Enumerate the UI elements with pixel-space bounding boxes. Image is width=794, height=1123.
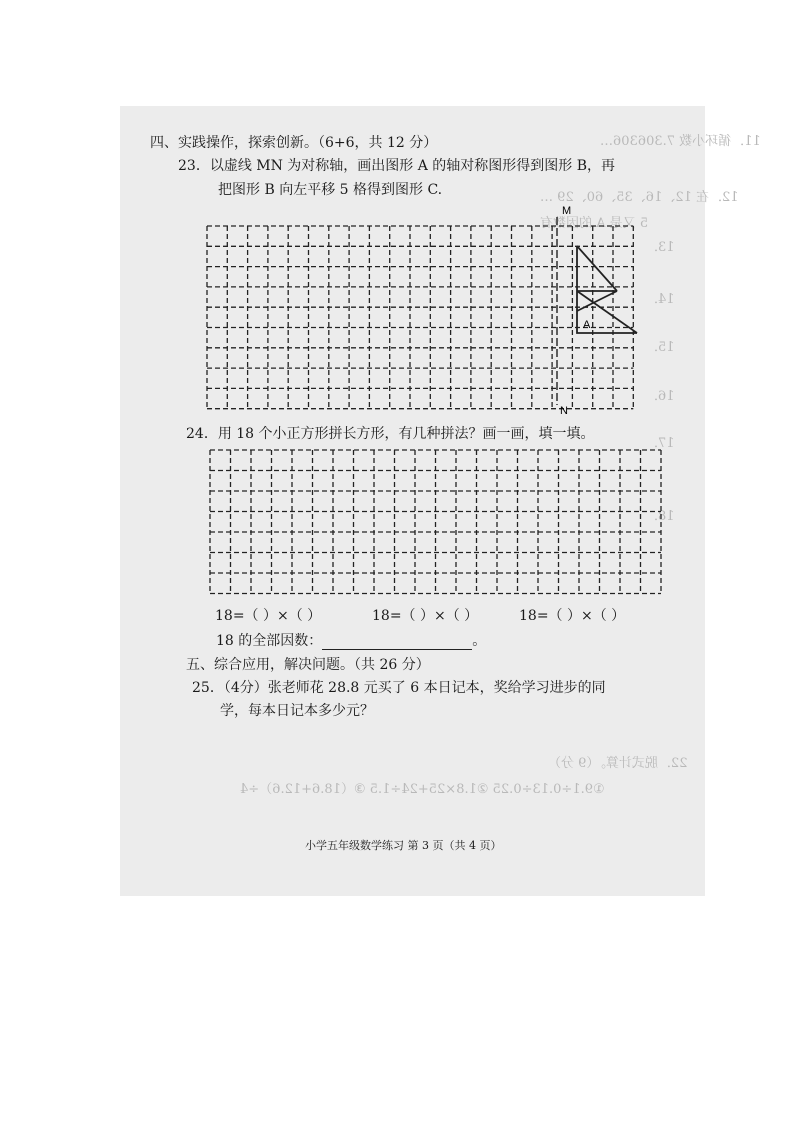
bleed-text: 5 又是 A 的因数有 bbox=[540, 216, 649, 231]
bleed-text: 14． bbox=[645, 292, 675, 307]
q23-line-1: 23．以虚线 MN 为对称轴，画出图形 A 的轴对称图形得到图形 B，再 bbox=[178, 158, 616, 174]
bleed-text: 16． bbox=[645, 389, 675, 404]
label-a: A bbox=[583, 319, 591, 331]
bleed-text: 22．脱式计算。（9 分） bbox=[548, 756, 688, 771]
q24-factors-label: 18 的全部因数： bbox=[216, 633, 323, 649]
q24-formula-1: 18=（ ）×（ ） bbox=[215, 608, 322, 624]
bleed-text: 15． bbox=[645, 340, 675, 355]
label-m: M bbox=[562, 205, 572, 217]
bleed-text: 11．循环小数 7.306306… bbox=[600, 134, 761, 149]
q23-line-2: 把图形 B 向左平移 5 格得到图形 C. bbox=[218, 182, 443, 198]
bleed-text: 18． bbox=[645, 509, 675, 524]
q25-line-2: 学，每本日记本多少元？ bbox=[220, 703, 374, 719]
label-n: N bbox=[560, 405, 568, 417]
q24-factors-blank[interactable] bbox=[322, 635, 472, 650]
section-4-title: 四、实践操作，探索创新。（6+6，共 12 分） bbox=[150, 135, 438, 151]
q24-factors-end: 。 bbox=[472, 633, 487, 649]
bleed-text: 13． bbox=[645, 240, 675, 255]
page-footer: 小学五年级数学练习 第 3 页（共 4 页） bbox=[305, 839, 502, 852]
q24-line-1: 24．用 18 个小正方形拼长方形，有几种拼法？画一画，填一填。 bbox=[186, 426, 595, 442]
q24-formula-3: 18=（ ）×（ ） bbox=[519, 608, 626, 624]
q24-formula-2: 18=（ ）×（ ） bbox=[372, 608, 479, 624]
q24-factors bbox=[216, 632, 486, 650]
q23-grid bbox=[200, 200, 650, 420]
bleed-text: 12．在 12、16、35、60、29 … bbox=[540, 190, 739, 205]
q24-grid bbox=[205, 445, 670, 610]
section-5-title: 五、综合应用，解决问题。（共 26 分） bbox=[186, 657, 430, 673]
q25-line-1: 25．（4分）张老师花 28.8 元买了 6 本日记本，奖给学习进步的同 bbox=[192, 680, 606, 696]
bleed-text: ①9.1÷0.13÷0.25 ②1.8×25+24÷1.5 ③（18.6+12.6）÷4 bbox=[240, 782, 605, 797]
bleed-text: 17． bbox=[645, 436, 675, 451]
